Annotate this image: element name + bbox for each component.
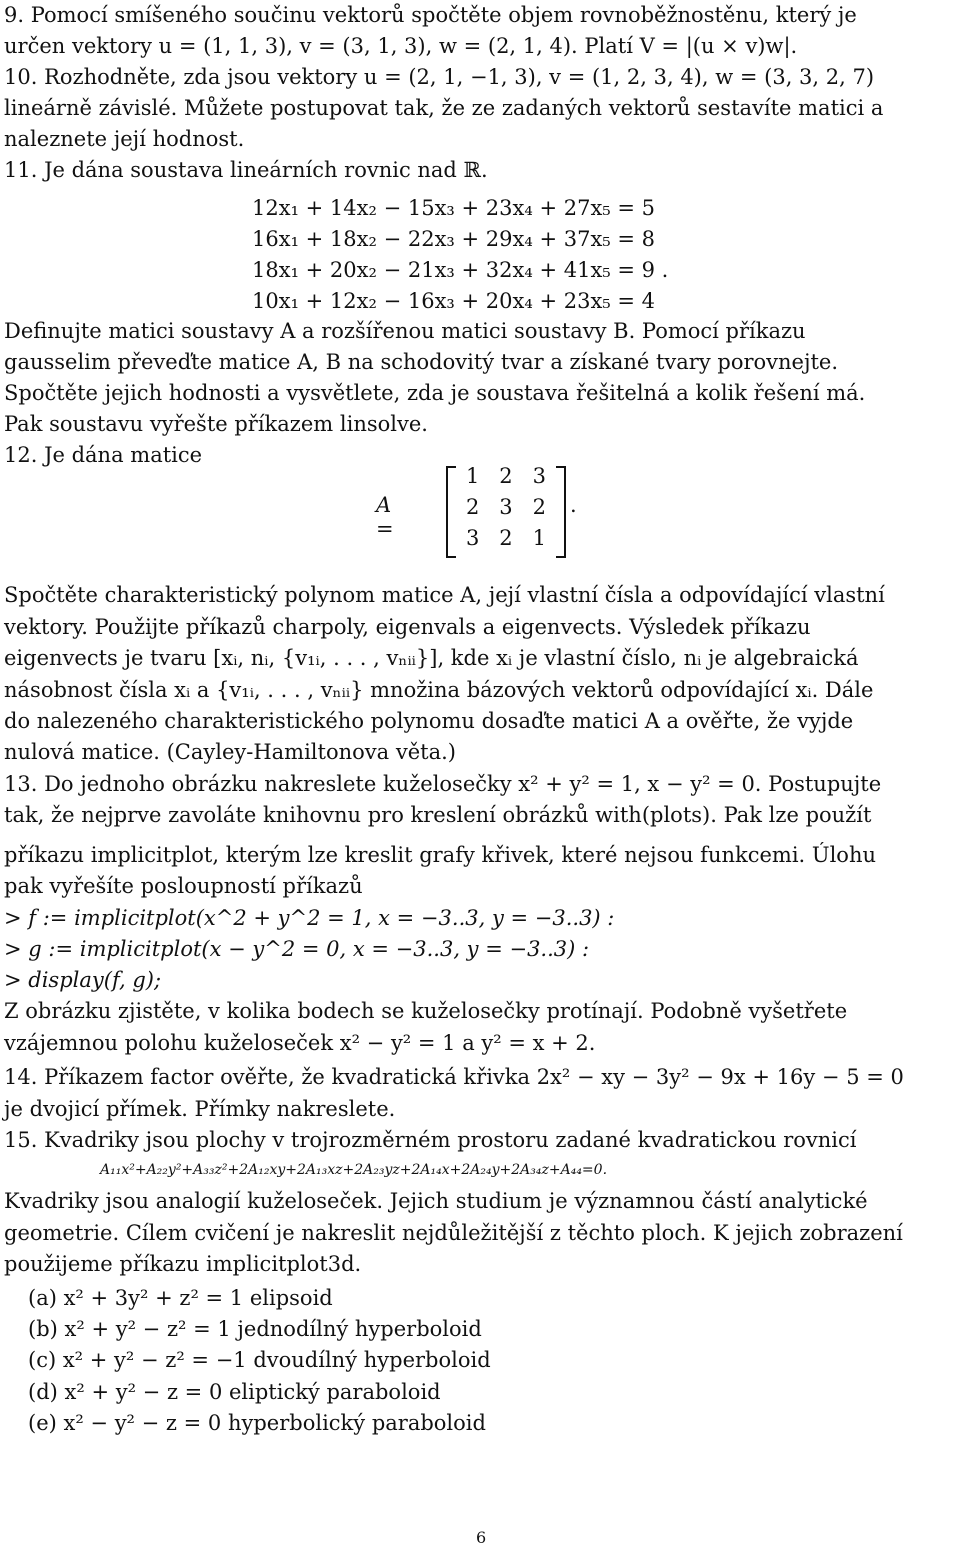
matrix-period: . [570, 493, 577, 517]
equation-line: 10x₁ + 12x₂ − 16x₃ + 20x₄ + 23x₅ = 4 [252, 289, 656, 313]
text-line: vektory. Použijte příkazů charpoly, eigenvals a eigenvects. Výsledek příkazu [4, 615, 811, 639]
text-line: vzájemnou polohu kuželoseček x² − y² = 1 a y² = x + 2. [4, 1031, 596, 1055]
list-item: (a) x² + 3y² + z² = 1 elipsoid [28, 1286, 333, 1310]
text-line: Spočtěte charakteristický polynom matice A, její vlastní čísla a odpovídající vlastní [4, 583, 885, 607]
matrix-cell: 1 [532, 526, 546, 550]
text-line: 11. Je dána soustava lineárních rovnic nad ℝ. [4, 158, 488, 182]
quadric-equation: A₁₁x²+A₂₂y²+A₃₃z²+2A₁₂xy+2A₁₃xz+2A₂₃yz+2A₁₄x+2A₂₄y+2A₃₄z+A₄₄=0. [100, 1162, 608, 1178]
list-item: (c) x² + y² − z² = −1 dvoudílný hyperboloid [28, 1348, 491, 1372]
text-line: do nalezeného charakteristického polynomu dosaďte matici A a ověřte, že vyjde [4, 709, 854, 733]
matrix-cell: 3 [499, 495, 513, 519]
matrix-row [456, 495, 556, 519]
text-line: gausselim převeďte matice A, B na schodovitý tvar a získané tvary porovnejte. [4, 350, 839, 374]
text-line: určen vektory u = (1, 1, 3), v = (3, 1, 3), w = (2, 1, 4). Platí V = |(u × v)w|. [4, 34, 798, 58]
matrix-cell: 2 [499, 464, 513, 488]
matrix-label: A = [376, 493, 394, 541]
equation-line: 18x₁ + 20x₂ − 21x₃ + 32x₄ + 41x₅ = 9 . [252, 258, 669, 282]
command-line: > g := implicitplot(x − y^2 = 0, x = −3..3, y = −3..3) : [4, 937, 590, 961]
text-line: 9. Pomocí smíšeného součinu vektorů spočtěte objem rovnoběžnostěnu, který je [4, 3, 857, 27]
matrix-cell: 3 [532, 464, 546, 488]
text-line: geometrie. Cílem cvičení je nakreslit nejdůležitější z těchto ploch. K jejich zobrazení [4, 1221, 903, 1245]
text-line: Definujte matici soustavy A a rozšířenou matici soustavy B. Pomocí příkazu [4, 319, 806, 343]
matrix-cell: 2 [499, 526, 513, 550]
text-line: 14. Příkazem factor ověřte, že kvadratická křivka 2x² − xy − 3y² − 9x + 16y − 5 = 0 [4, 1065, 904, 1089]
text-line: lineárně závislé. Můžete postupovat tak, že ze zadaných vektorů sestavíte matici a [4, 96, 884, 120]
equation-line: 12x₁ + 14x₂ − 15x₃ + 23x₄ + 27x₅ = 5 [252, 196, 656, 220]
list-item: (d) x² + y² − z = 0 eliptický paraboloid [28, 1380, 441, 1404]
text-line: je dvojicí přímek. Přímky nakreslete. [4, 1097, 396, 1121]
matrix-row [456, 526, 556, 550]
matrix-cell: 2 [532, 495, 546, 519]
matrix-cell: 3 [465, 526, 480, 550]
text-line: 15. Kvadriky jsou plochy v trojrozměrném prostoru zadané kvadratickou rovnicí [4, 1128, 857, 1152]
matrix-row [456, 464, 556, 488]
text-line: Spočtěte jejich hodnosti a vysvětlete, zda je soustava řešitelná a kolik řešení má. [4, 381, 866, 405]
text-line: použijeme příkazu implicitplot3d. [4, 1252, 362, 1276]
text-line: 12. Je dána matice [4, 443, 203, 467]
text-line: Kvadriky jsou analogií kuželoseček. Jejich studium je významnou částí analytické [4, 1189, 868, 1213]
equation-line: 16x₁ + 18x₂ − 22x₃ + 29x₄ + 37x₅ = 8 [252, 227, 656, 251]
command-line: > display(f, g); [4, 968, 162, 992]
matrix-cell: 1 [465, 464, 480, 488]
list-item: (b) x² + y² − z² = 1 jednodílný hyperboloid [28, 1317, 482, 1341]
command-line: > f := implicitplot(x^2 + y^2 = 1, x = −3..3, y = −3..3) : [4, 906, 615, 930]
matrix-left-bracket [446, 466, 456, 558]
matrix-cell: 2 [465, 495, 480, 519]
text-line: násobnost čísla xᵢ a {v₁ᵢ, . . . , vₙᵢᵢ} množina bázových vektorů odpovídající xᵢ. Dále [4, 678, 874, 702]
list-item: (e) x² − y² − z = 0 hyperbolický paraboloid [28, 1411, 486, 1435]
text-line: Pak soustavu vyřešte příkazem linsolve. [4, 412, 428, 436]
text-line: příkazu implicitplot, kterým lze kreslit grafy křivek, které nejsou funkcemi. Úlohu [4, 843, 877, 867]
text-line: Z obrázku zjistěte, v kolika bodech se kuželosečky protínají. Podobně vyšetřete [4, 999, 848, 1023]
page-number: 6 [476, 1528, 487, 1547]
document-page [4, 0, 956, 1552]
text-line: nulová matice. (Cayley-Hamiltonova věta.) [4, 740, 456, 764]
text-line: eigenvects je tvaru [xᵢ, nᵢ, {v₁ᵢ, . . . , vₙᵢᵢ}], kde xᵢ je vlastní číslo, nᵢ je algebraická [4, 646, 859, 670]
text-line: naleznete její hodnost. [4, 127, 245, 151]
text-line: pak vyřešíte posloupností příkazů [4, 874, 363, 898]
text-line: 10. Rozhodněte, zda jsou vektory u = (2, 1, −1, 3), v = (1, 2, 3, 4), w = (3, 3, 2, 7) [4, 65, 875, 89]
text-line: 13. Do jednoho obrázku nakreslete kuželosečky x² + y² = 1, x − y² = 0. Postupujte [4, 772, 882, 796]
matrix-right-bracket [556, 466, 566, 558]
text-line: tak, že nejprve zavoláte knihovnu pro kreslení obrázků with(plots). Pak lze použít [4, 803, 872, 827]
